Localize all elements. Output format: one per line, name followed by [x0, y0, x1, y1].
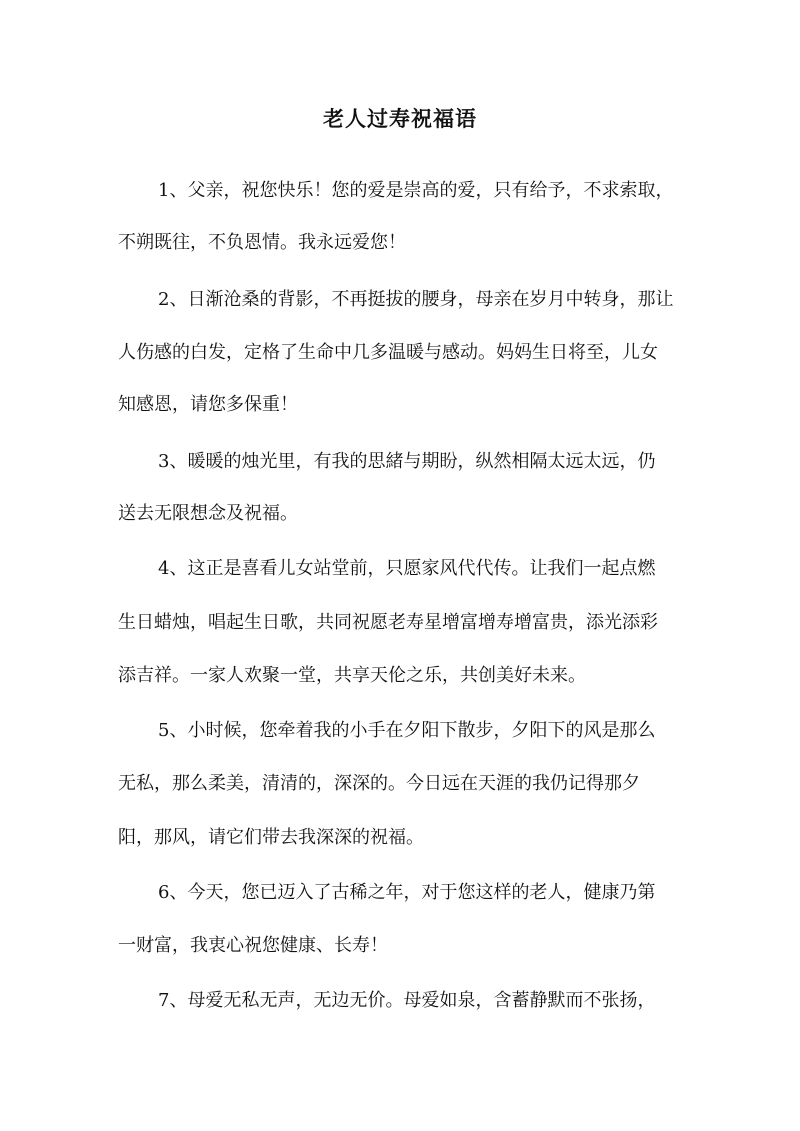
paragraph-5-line-3: 阳，那风，请它们带去我深深的祝福。	[118, 827, 424, 848]
paragraph-5-line-1: 5、小时候，您牵着我的小手在夕阳下散步，夕阳下的风是那么	[158, 720, 656, 741]
paragraph-5-line-2: 无私，那么柔美，清清的，深深的。今日远在天涯的我仍记得那夕	[118, 773, 640, 794]
paragraph-3-line-1: 3、暖暖的烛光里，有我的思緒与期盼，纵然相隔太远太远，仍	[158, 451, 656, 472]
paragraph-3-line-2: 送去无限想念及祝福。	[118, 503, 298, 524]
paragraph-2-line-3: 知感恩，请您多保重！	[118, 394, 298, 415]
paragraph-6-line-1: 6、今天，您已迈入了古稀之年，对于您这样的老人，健康乃第	[158, 882, 656, 903]
paragraph-1-line-1: 1、父亲，祝您快乐！您的爱是崇高的爱，只有给予，不求索取，	[158, 180, 674, 201]
document-title: 老人过寿祝福语	[323, 106, 477, 131]
paragraph-2-line-2: 人伤感的白发，定格了生命中几多温暖与感动。妈妈生日将至，儿女	[118, 342, 658, 363]
paragraph-6-line-2: 一财富，我衷心祝您健康、长寿！	[118, 935, 388, 956]
paragraph-4-line-2: 生日蜡烛，唱起生日歌，共同祝愿老寿星增富增寿增富贵，添光添彩	[118, 612, 658, 633]
paragraph-4-line-1: 4、这正是喜看儿女站堂前，只愿家风代代传。让我们一起点燃	[158, 558, 656, 579]
paragraph-1-line-2: 不朔既往，不负恩情。我永远爱您！	[118, 232, 406, 253]
paragraph-2-line-1: 2、日渐沧桑的背影，不再挺拔的腰身，母亲在岁月中转身，那让	[158, 289, 674, 310]
paragraph-7-line-1: 7、母爱无私无声，无边无价。母爱如泉，含蓄静默而不张扬，	[158, 990, 656, 1011]
paragraph-4-line-3: 添吉祥。一家人欢聚一堂，共享天伦之乐，共创美好未来。	[118, 665, 586, 686]
